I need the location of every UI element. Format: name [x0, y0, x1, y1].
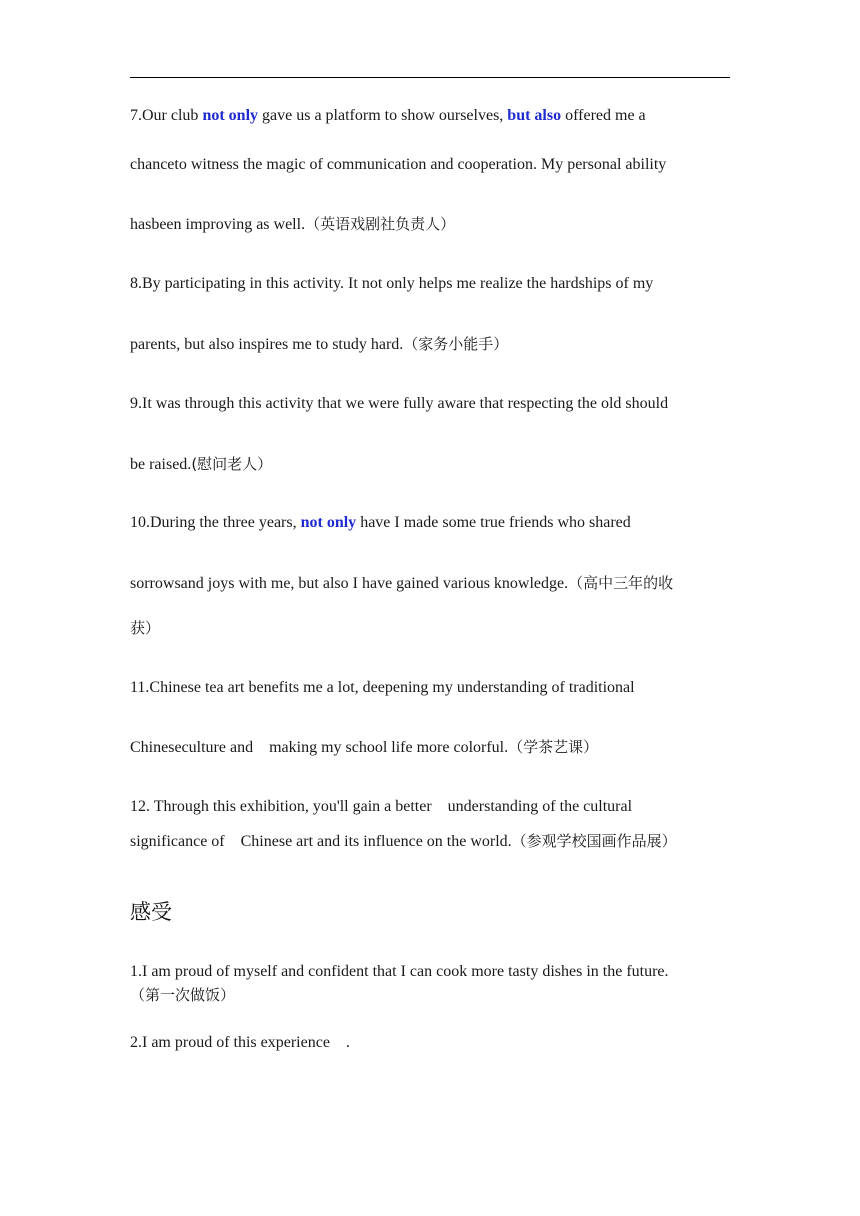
item-11-line-1: 11.Chinese tea art benefits me a lot, deepening my understanding of traditional	[130, 679, 635, 696]
highlight-not-only: not only	[202, 107, 259, 124]
item-9-line-1: 9.It was through this activity that we were fully aware that respecting the old should	[130, 395, 669, 412]
item-7-line-2: chanceto witness the magic of communication and cooperation. My personal ability	[130, 156, 667, 173]
text: offered me a	[561, 107, 646, 124]
item-10-line-2	[130, 573, 740, 594]
chinese-note: (慰问老人）	[191, 455, 273, 473]
chinese-note: （英语戏剧社负责人）	[305, 215, 456, 233]
chinese-note: （家务小能手）	[403, 335, 509, 353]
section-heading: 感受	[130, 900, 172, 924]
feeling-2-line-1: 2.I am proud of this experience .	[130, 1034, 350, 1051]
chinese-note: （高中三年的收	[568, 574, 674, 592]
text: be raised.	[130, 456, 192, 473]
text: parents, but also inspires me to study hard.	[130, 336, 404, 353]
text: gave us a platform to show ourselves,	[258, 107, 508, 124]
text: Chineseculture and making my school life more colorful.	[130, 739, 509, 756]
chinese-note: （参观学校国画作品展）	[511, 832, 677, 850]
text: 7.Our club	[130, 107, 203, 124]
highlight-not-only: not only	[300, 514, 357, 531]
header-rule	[130, 77, 730, 78]
text: hasbeen improving as well.	[130, 216, 306, 233]
text: have I made some true friends who shared	[356, 514, 631, 531]
text: significance of Chinese art and its influence on the world.	[130, 833, 512, 850]
feeling-1-line-1: 1.I am proud of myself and confident that I can cook more tasty dishes in the future.	[130, 963, 669, 980]
chinese-note: （学茶艺课）	[508, 738, 599, 756]
item-8-line-2	[130, 334, 740, 355]
highlight-but-also: but also	[507, 107, 562, 124]
item-10-line-3: 获）	[130, 619, 161, 637]
text: 10.During the three years,	[130, 514, 301, 531]
item-9-line-2	[130, 454, 740, 475]
item-12-line-1: 12. Through this exhibition, you'll gain a better understanding of the cultural	[130, 798, 633, 815]
item-11-line-2	[130, 737, 740, 758]
text: sorrowsand joys with me, but also I have gained various knowledge.	[130, 575, 569, 592]
feeling-1-line-2: （第一次做饭）	[130, 986, 236, 1004]
item-7-line-1	[130, 106, 740, 126]
item-12-line-2	[130, 831, 740, 852]
item-10-line-1	[130, 513, 740, 533]
item-8-line-1: 8.By participating in this activity. It not only helps me realize the hardships of my	[130, 275, 654, 292]
item-7-line-3	[130, 214, 740, 235]
